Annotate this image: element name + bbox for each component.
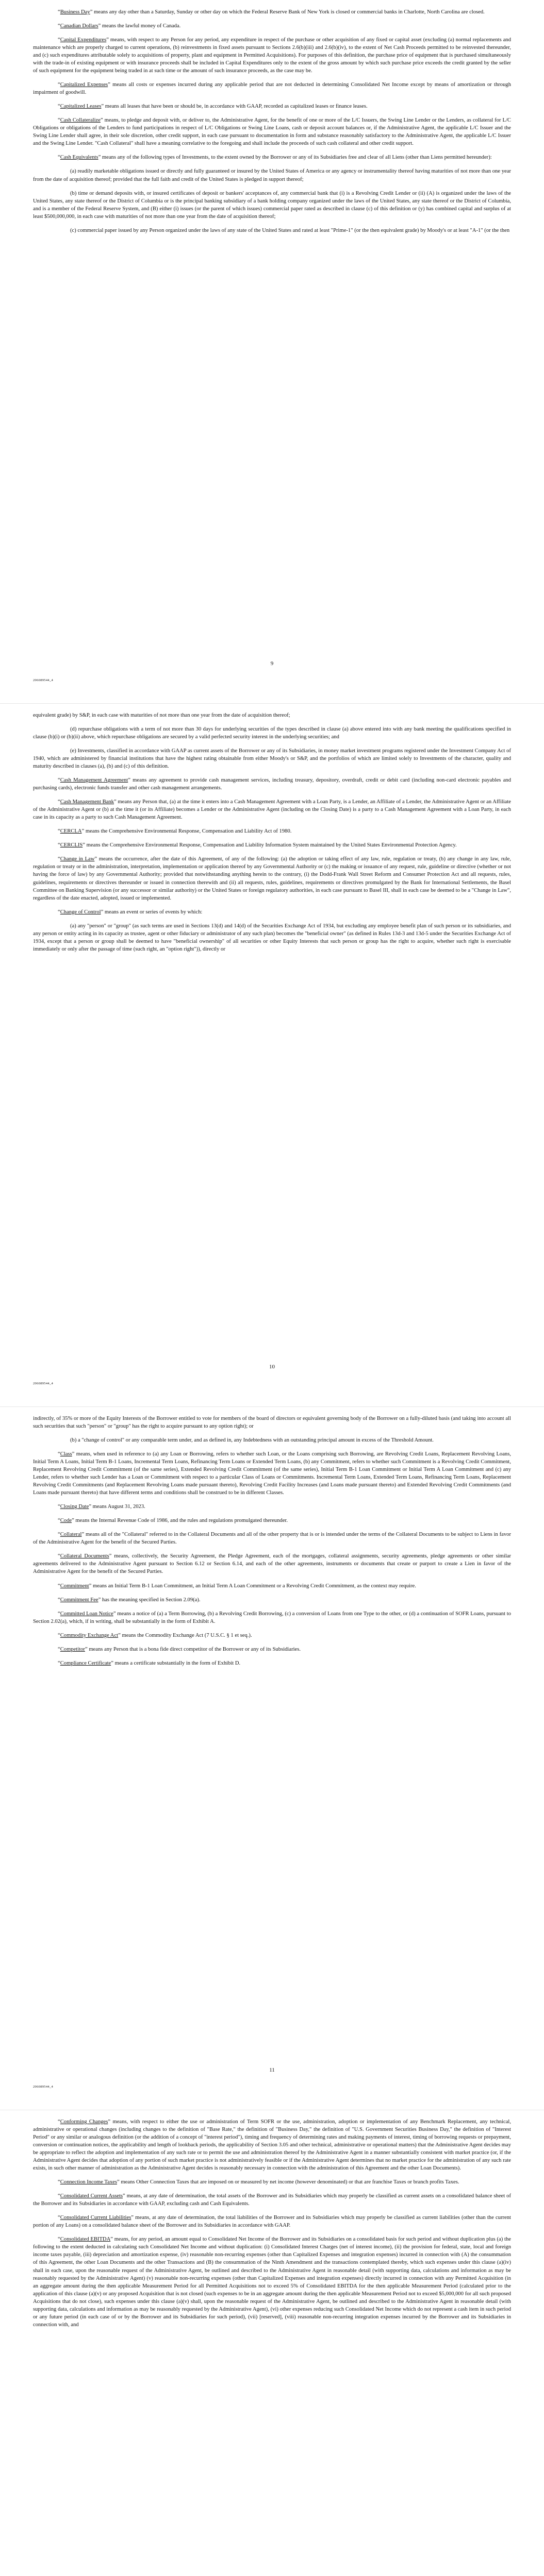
defined-term: Connection Income Taxes <box>60 2179 117 2185</box>
paragraph-text: (c) commercial paper issued by any Person organized under the laws of any state of the United States and rated at least "Prime-1" (or the then equivalent grade) by Moody's or at least "A-1" (or the then <box>70 227 510 233</box>
paragraph-text: means an event or series of events by which: <box>103 909 203 915</box>
defined-term: Competitor <box>60 1646 85 1652</box>
paragraph <box>33 227 511 234</box>
definition-paragraph: “CERCLA” means the Comprehensive Environmental Response, Compensation and Liability Act of 1980. <box>58 828 292 835</box>
paragraph-text: means any of the following types of Investments, to the extent owned by the Borrower or any of its Subsidiaries free and clear of all Liens (other than Liens permitted hereunder): <box>101 155 492 161</box>
paragraph-text: means all costs or expenses incurred during any applicable period that are not deducted in determining Consolidated Net Income except by means of amortization or through impairment of goodwill. <box>33 82 511 96</box>
document-page <box>0 703 544 1406</box>
paragraph-text: (e) Investments, classified in accordance with GAAP as current assets of the Borrower or any of its Subsidiaries, in money market investment programs registered under the Investment Company Act of 1940, which are administered by financial institutions that have the highest rating obtainable from either Moody's or S&P, and the portfolios of which are limited solely to Investments of the character, quality and maturity described in clauses (a), (b) and (c) of this definition. <box>33 748 511 770</box>
defined-term: Capitalized Leases <box>60 104 102 110</box>
paragraph-text: means all of the "Collateral" referred to in the Collateral Documents and all of the other property that is or is intended under the terms of the Collateral Documents to be subject to Liens in favor of the Administrative Agent for the benefit of the Secured Parties. <box>33 1532 511 1546</box>
defined-term: Cash Management Agreement <box>60 777 128 784</box>
defined-term: CERCLA <box>60 828 82 835</box>
paragraph-text: means August 31, 2023. <box>91 1504 145 1510</box>
definition-paragraph: “Competitor” means any Person that is a bona fide direct competitor of the Borrower or any of its Subsidiaries. <box>58 1646 301 1652</box>
definition-paragraph: “Change of Control” means an event or series of events by which: <box>58 909 203 915</box>
paragraph-text: means, to pledge and deposit with, or deliver to, the Administrative Agent, for the benefit of one or more of the L/C Issuers, the Swing Line Lender or the Lenders, as collateral for L/C Obligations or obligations of the Lenders to fund participations in respect of L/C Obligations or Swing Line Loans, cash or deposit account balances or, if the Administrative Agent, the applicable L/C Issuer and the Swing Line Lender shall agree, in their sole discretion, other credit support, in each case pursuant to documentation in form and substance reasonably satisfactory to the Administrative Agent, the applicable L/C Issuer and the Swing Line Lender. "Cash Collateral" shall have a meaning correlative to the foregoing and shall include the proceeds of such cash collateral and other credit support. <box>33 117 511 147</box>
paragraph-text: means the Internal Revenue Code of 1986, and the rules and regulations promulgated thereunder. <box>74 1518 288 1524</box>
defined-term: Cash Management Bank <box>60 799 114 805</box>
defined-term: Canadian Dollars <box>60 23 98 29</box>
defined-term: Change of Control <box>60 909 101 915</box>
paragraph-text: (a) any "person" or "group" (as such terms are used in Sections 13(d) and 14(d) of the Securities Exchange Act of 1934, but excluding any employee benefit plan of such person or its subsidiaries, and any person or entity acting in its capacity as trustee, agent or other fiduciary or administrator of any such plan) becomes the "beneficial owner" (as defined in Rules 13d-3 and 13d-5 under the Securities Exchange Act of 1934, except that a person or group shall be deemed to have "beneficial ownership" of all securities or other Equity Interests that such person or group has the right to acquire, whether such right is exercisable immediately or only after the passage of time (such right, an "option right")), directly or <box>33 923 511 952</box>
defined-term: Consolidated Current Liabilities <box>60 2215 131 2221</box>
paragraph-text: means the Commodity Exchange Act (7 U.S.C. § 1 et seq.). <box>120 1632 252 1638</box>
definition-paragraph: “Commodity Exchange Act” means the Commodity Exchange Act (7 U.S.C. § 1 et seq.). <box>58 1632 252 1638</box>
paragraph <box>33 167 511 183</box>
definition-paragraph: “Consolidated Current Assets” means, at any date of determination, the total assets of the Borrower and its Subsidiaries which may properly be classified as current assets on a consolidated balance sheet of the Borrower and its Subsidiaries in accordance with GAAP, excluding cash and Cash Equivalents. <box>33 2193 511 2207</box>
document-page <box>0 1406 544 2110</box>
paragraph-text: means a certificate substantially in the form of Exhibit D. <box>113 1660 241 1666</box>
definition-paragraph: “Business Day” means any day other than a Saturday, Sunday or other day on which the Federal Reserve Bank of New York is closed or commercial banks in Charlotte, North Carolina are closed. <box>58 9 485 15</box>
defined-term: Code <box>60 1518 72 1524</box>
paragraph-text: has the meaning specified in Section 2.09(a). <box>101 1597 201 1603</box>
definition-paragraph: “Collateral Documents” means, collectively, the Security Agreement, the Pledge Agreement, each of the mortgages, collateral assignments, security agreements, pledge agreements or other similar agreements delivered to the Administrative Agent pursuant to Section 6.12 or Section 6.14, and each of the other agreements, instruments or documents that create or purport to create a Lien in favor of the Administrative Agent for the benefit of the Secured Parties. <box>33 1553 511 1575</box>
paragraph <box>33 1436 511 1444</box>
paragraph-text: indirectly, of 35% or more of the Equity Interests of the Borrower entitled to vote for members of the board of directors or equivalent governing body of the Borrower on a fully-diluted basis (and taking into account all such securities that such "person" or "group" has the right to acquire pursuant to any option right); or <box>33 1416 511 1430</box>
defined-term: Closing Date <box>60 1504 89 1510</box>
paragraph-text: means, at any date of determination, the total liabilities of the Borrower and its Subsidiaries which may properly be classified as current liabilities (other than the current portion of any Loans) on a consolidated balance sheet of the Borrower and its Subsidiaries in accordance with GAAP. <box>33 2215 511 2229</box>
paragraph-text: means the Comprehensive Environmental Response, Compensation and Liability Information System maintained by the United States Environmental Protection Agency. <box>85 842 457 849</box>
defined-term: CERCLIS <box>60 842 83 849</box>
paragraph-text: means the lawful money of Canada. <box>101 23 181 29</box>
paragraph-text: means any Person that, (a) at the time it enters into a Cash Management Agreement with a Loan Party, is a Lender, an Affiliate of a Lender, the Administrative Agent or an Affiliate of the Administrative Agent or (b) at the time it (or its Affiliate) becomes a Lender or the Administrative Agent (including on the Closing Date) is a party to a Cash Management Agreement with a Loan Party, in each case in its capacity as a party to such Cash Management Agreement. <box>33 799 511 821</box>
defined-term: Capitalized Expenses <box>60 82 108 88</box>
paragraph-text: (b) a "change of control" or any comparable term under, and as defined in, any Indebtedness with an outstanding principal amount in excess of the Threshold Amount. <box>70 1437 434 1444</box>
page-separator <box>0 703 544 704</box>
definition-paragraph: “Conforming Changes” means, with respect to either the use or administration of Term SOFR or the use, administration, adoption or implementation of any Benchmark Replacement, any technical, administrative or operational changes (including changes to the definition of "Base Rate," the definition of "Business Day," the definition of "U.S. Government Securities Business Day," the definition of "Interest Period" or any similar or analogous definition (or the addition of a concept of "interest period"), timing and frequency of determining rates and making payments of interest, timing of borrowing requests or prepayment, conversion or continuation notices, the applicability and length of lookback periods, the applicability of Section 3.05 and other technical, administrative or operational matters) that the Administrative Agent decides may be appropriate to reflect the adoption and implementation of any such rate or to permit the use and administration thereof by the Administrative Agent in a manner substantially consistent with market practice (or, if the Administrative Agent decides that adoption of any portion of such market practice is not administratively feasible or if the Administrative Agent determines that no market practice for the administration of any such rate exists, in such other manner of administration as the Administrative Agent decides is reasonably necessary in connection with the administration of this Agreement and the other Loan Documents). <box>33 2119 512 2172</box>
document-page <box>0 2110 544 2576</box>
definition-paragraph: “Cash Management Agreement” means any agreement to provide cash management services, including treasury, depository, overdraft, credit or debit card (including non-card electronic payables and purchasing cards), electronic funds transfer and other cash management arrangements. <box>33 777 511 791</box>
paragraph <box>33 711 511 719</box>
definition-paragraph: “Cash Management Bank” means any Person that, (a) at the time it enters into a Cash Management Agreement with a Loan Party, is a Lender, an Affiliate of a Lender, the Administrative Agent or an Affiliate of the Administrative Agent or (b) at the time it (or its Affiliate) becomes a Lender or the Administrative Agent (including on the Closing Date) is a party to a Cash Management Agreement with a Loan Party, in each case in its capacity as a party to such Cash Management Agreement. <box>33 799 511 821</box>
paragraph-text: means any Person that is a bona fide direct competitor of the Borrower or any of its Subsidiaries. <box>87 1646 301 1652</box>
definition-paragraph: “Commitment” means an Initial Term B-1 Loan Commitment, an Initial Term A Loan Commitment or a Revolving Credit Commitment, as the context may require. <box>58 1583 416 1589</box>
paragraph-text: means, with respect to either the use or administration of Term SOFR or the use, administration, adoption or implementation of any Benchmark Replacement, any technical, administrative or operational changes (including changes to the definition of "Base Rate," the definition of "Business Day," the definition of "U.S. Government Securities Business Day," the definition of "Interest Period" or any similar or analogous definition (or the addition of a concept of "interest period"), timing and frequency of determining rates and making payments of interest, timing of borrowing requests or prepayment, conversion or continuation notices, the applicability and length of lookback periods, the applicability of Section 3.05 and other technical, administrative or operational matters) that the Administrative Agent decides may be appropriate to reflect the adoption and implementation of any such rate or to permit the use and administration thereof by the Administrative Agent in a manner substantially consistent with market practice (or, if the Administrative Agent decides that adoption of any portion of such market practice is not administratively feasible or if the Administrative Agent determines that no market practice for the administration of any such rate exists, in such other manner of administration as the Administrative Agent decides is reasonably necessary in connection with the administration of this Agreement and the other Loan Documents). <box>33 2119 512 2172</box>
definition-paragraph: “Capitalized Expenses” means all costs or expenses incurred during any applicable period that are not deducted in determining Consolidated Net Income except by means of amortization or through impairment of goodwill. <box>33 82 511 96</box>
definition-paragraph: “Consolidated Current Liabilities” means, at any date of determination, the total liabilities of the Borrower and its Subsidiaries which may properly be classified as current liabilities (other than the current portion of any Loans) on a consolidated balance sheet of the Borrower and its Subsidiaries in accordance with GAAP. <box>33 2215 511 2229</box>
definition-paragraph: “Class” means, when used in reference to (a) any Loan or Borrowing, refers to whether such Loan, or the Loans comprising such Borrowing, are Revolving Credit Loans, Replacement Revolving Loans, Initial Term A Loans, Initial Term B-1 Loans, Incremental Term Loans, Refinancing Term Loans or Extended Term Loans, (b) any Commitment, refers to whether such Commitment is a Revolving Credit Commitment, Replacement Revolving Credit Commitment (of the same series), Extended Revolving Credit Commitment (of the same series), Initial Term B-1 Loan Commitment or Initial Term A Loan Commitment and (c) any Lender, refers to whether such Lender has a Loan or Commitment with respect to a particular Class of Loans or Commitments. Incremental Term Loans, Extended Term Loans, Refinancing Term Loans, Replacement Revolving Credit Commitments (and Replacement Revolving Loans made pursuant thereto), Revolving Credit Facility Increases (and Loans made pursuant thereto) and Extended Revolving Credit Commitments (and Loans made pursuant thereto) that have different terms and conditions shall be construed to be in different Classes. <box>33 1451 511 1496</box>
paragraph-text: means, when used in reference to (a) any Loan or Borrowing, refers to whether such Loan, or the Loans comprising such Borrowing, are Revolving Credit Loans, Replacement Revolving Loans, Initial Term A Loans, Initial Term B-1 Loans, Incremental Term Loans, Refinancing Term Loans or Extended Term Loans, (b) any Commitment, refers to whether such Commitment is a Revolving Credit Commitment, Replacement Revolving Credit Commitment (of the same series), Extended Revolving Credit Commitment (of the same series), Initial Term B-1 Loan Commitment or Initial Term A Loan Commitment and (c) any Lender, refers to whether such Lender has a Loan or Commitment with respect to a particular Class of Loans or Commitments. Incremental Term Loans, Extended Term Loans, Refinancing Term Loans, Replacement Revolving Credit Commitments (and Replacement Revolving Loans made pursuant thereto), Revolving Credit Facility Increases (and Loans made pursuant thereto) and Extended Revolving Credit Commitments (and Loans made pursuant thereto) that have different terms and conditions shall be construed to be in different Classes. <box>33 1451 511 1496</box>
paragraph <box>33 1415 511 1430</box>
paragraph-text: means, collectively, the Security Agreement, the Pledge Agreement, each of the mortgages, collateral assignments, security agreements, pledge agreements or other similar agreements delivered to the Administrative Agent pursuant to Section 6.12 or Section 6.14, and each of the other agreements, instruments or documents that create or purport to create a Lien in favor of the Administrative Agent for the benefit of the Secured Parties. <box>33 1553 511 1575</box>
paragraph-text: means an Initial Term B-1 Loan Commitment, an Initial Term A Loan Commitment or a Revolving Credit Commitment, as the context may require. <box>91 1583 416 1589</box>
paragraph-text: means any agreement to provide cash management services, including treasury, depository, overdraft, credit or debit card (including non-card electronic payables and purchasing cards), electronic funds transfer and other cash management arrangements. <box>33 777 511 791</box>
paragraph <box>33 747 511 770</box>
definition-paragraph: “CERCLIS” means the Comprehensive Environmental Response, Compensation and Liability Information System maintained by the United States Environmental Protection Agency. <box>58 842 457 849</box>
defined-term: Business Day <box>60 9 90 15</box>
paragraph-text: means the occurrence, after the date of this Agreement, of any of the following: (a) the adoption or taking effect of any law, rule, regulation or treaty, (b) any change in any law, rule, regulation or treaty or in the administration, interpretation, implementation or application thereof by any Governmental Authority or (c) the making or issuance of any request, rule, guideline or directive (whether or not having the force of law) by any Governmental Authority; provided that notwithstanding anything herein to the contrary, (i) the Dodd-Frank Wall Street Reform and Consumer Protection Act and all requests, rules, guidelines, requirements or directives thereunder or issued in connection therewith and (ii) all requests, rules, guidelines, requirements or directives promulgated by the Bank for International Settlements, the Basel Committee on Banking Supervision (or any successor or similar authority) or the United States or foreign regulatory authorities, in each case pursuant to Basel III, shall in each case be deemed to be a "Change in Law", regardless of the date enacted, adopted, issued or implemented. <box>33 856 511 901</box>
definition-paragraph: “Connection Income Taxes” means Other Connection Taxes that are imposed on or measured by net income (however denominated) or that are franchise Taxes or branch profits Taxes. <box>58 2179 459 2185</box>
definition-paragraph: “Cash Equivalents” means any of the following types of Investments, to the extent owned by the Borrower or any of its Subsidiaries free and clear of all Liens (other than Liens permitted hereunder): <box>58 155 492 161</box>
paragraph-text: means, with respect to any Person for any period, any expenditure in respect of the purchase or other acquisition of any fixed or capital asset (excluding (a) normal replacements and maintenance which are properly charged to current operations, (b) reinvestments in fixed assets pursuant to Sections 2.6(b)(iii) and 2.6(b)(iv), to the extent of Net Cash Proceeds permitted to be reinvested thereunder, and (c) such expenditures attributable solely to acquisitions of property, plant and equipment in Permitted Acquisitions). For purposes of this definition, the purchase price of equipment that is purchased simultaneously with the trade-in of existing equipment or with insurance proceeds shall be included in Capital Expenditures only to the extent of the gross amount by which such purchase price exceeds the credit granted by the seller of such equipment for the equipment being traded in at such time or the amount of such insurance proceeds, as the case may be. <box>33 37 511 74</box>
defined-term: Cash Equivalents <box>60 155 98 161</box>
definition-paragraph: “Commitment Fee” has the meaning specified in Section 2.09(a). <box>58 1597 201 1603</box>
defined-term: Consolidated Current Assets <box>60 2193 123 2199</box>
page-number: 11 <box>269 2067 275 2074</box>
page-separator <box>0 1406 544 1407</box>
definition-paragraph: “Committed Loan Notice” means a notice of (a) a Term Borrowing, (b) a Revolving Credit Borrowing, (c) a conversion of Loans from one Type to the other, or (d) a continuation of SOFR Loans, pursuant to Section 2.02(a), which, if in writing, shall be substantially in the form of Exhibit A. <box>33 1611 511 1624</box>
paragraph-text: means any day other than a Saturday, Sunday or other day on which the Federal Reserve Bank of New York is closed or commercial banks in Charlotte, North Carolina are closed. <box>92 9 485 15</box>
paragraph-text: means the Comprehensive Environmental Response, Compensation and Liability Act of 1980. <box>84 828 292 835</box>
paragraph-text: means all leases that have been or should be, in accordance with GAAP, recorded as capitalized leases or finance leases. <box>104 104 368 110</box>
paragraph-text: (a) readily marketable obligations issued or directly and fully guaranteed or insured by the United States of America or any agency or instrumentality thereof having maturities of not more than one year from the date of acquisition thereof; provided that the full faith and credit of the United States is pledged in support thereof; <box>33 168 511 182</box>
paragraph <box>33 190 511 221</box>
paragraph-text: (d) repurchase obligations with a term of not more than 30 days for underlying securities of the types described in clause (a) above entered into with any bank meeting the qualifications specified in clause (b)(i) or (b)(ii) above, which repurchase obligations are secured by a valid perfected security interest in the underlying securities; and <box>33 726 511 740</box>
defined-term: Compliance Certificate <box>60 1660 111 1666</box>
document-id: 206089544_4 <box>33 678 54 682</box>
definition-paragraph: “Capital Expenditures” means, with respect to any Person for any period, any expenditure in respect of the purchase or other acquisition of any fixed or capital asset (excluding (a) normal replacements and maintenance which are properly charged to current operations, (b) reinvestments in fixed assets pursuant to Sections 2.6(b)(iii) and 2.6(b)(iv), to the extent of Net Cash Proceeds permitted to be reinvested thereunder, and (c) such expenditures attributable solely to acquisitions of property, plant and equipment in Permitted Acquisitions). For purposes of this definition, the purchase price of equipment that is purchased simultaneously with the trade-in of existing equipment or with insurance proceeds shall be included in Capital Expenditures only to the extent of the gross amount by which such purchase price exceeds the credit granted by the seller of such equipment for the equipment being traded in at such time or the amount of such insurance proceeds, as the case may be. <box>33 37 511 74</box>
definition-paragraph: “Collateral” means all of the "Collateral" referred to in the Collateral Documents and all of the other property that is or is intended under the terms of the Collateral Documents to be subject to Liens in favor of the Administrative Agent for the benefit of the Secured Parties. <box>33 1532 511 1546</box>
page-number: 9 <box>270 660 274 667</box>
definition-paragraph: “Compliance Certificate” means a certificate substantially in the form of Exhibit D. <box>58 1660 241 1666</box>
defined-term: Change in Law <box>60 856 95 862</box>
definition-paragraph: “Code” means the Internal Revenue Code of 1986, and the rules and regulations promulgated thereunder. <box>58 1518 288 1524</box>
paragraph-text: means, at any date of determination, the total assets of the Borrower and its Subsidiaries which may properly be classified as current assets on a consolidated balance sheet of the Borrower and its Subsidiaries in accordance with GAAP, excluding cash and Cash Equivalents. <box>33 2193 511 2207</box>
document-id: 206089544_4 <box>33 1381 54 1385</box>
defined-term: Cash Collateralize <box>60 117 101 124</box>
defined-term: Commitment Fee <box>60 1597 98 1603</box>
definition-paragraph: “Canadian Dollars” means the lawful money of Canada. <box>58 23 181 29</box>
definition-paragraph: “Capitalized Leases” means all leases that have been or should be, in accordance with GAAP, recorded as capitalized leases or finance leases. <box>58 104 368 110</box>
document-id: 206089544_4 <box>33 2084 54 2089</box>
paragraph-text: (b) time or demand deposits with, or insured certificates of deposit or bankers' acceptances of, any commercial bank that (i) is a Revolving Credit Lender or (ii) (A) is organized under the laws of the United States, any state thereof or the District of Columbia or is the principal banking subsidiary of a bank holding company organized under the laws of the United States, any state thereof or the District of Columbia, and is a member of the Federal Reserve System, and (B) either (i) issues (or the parent of which issues) commercial paper rated as described in clause (c) of this definition or (y) has combined capital and surplus of at least $500,000,000, in each case with maturities of not more than one year from the date of acquisition thereof; <box>33 190 511 219</box>
defined-term: Collateral Documents <box>60 1553 109 1560</box>
definition-paragraph: “Consolidated EBITDA” means, for any period, an amount equal to Consolidated Net Income of the Borrower and its Subsidiaries on a consolidated basis for such period and without duplication plus (a) the following to the extent deducted in calculating such Consolidated Net Income and without duplication: (i) Consolidated Interest Charges (net of interest income), (ii) the provision for federal, state, local and foreign income taxes payable, (iii) depreciation and amortization expense, (iv) reasonable non-recurring expenses (other than Capitalized Expenses and integration expenses) incurred in connection with (A) the consummation of this Agreement, the other Loan Documents and the other Transactions and (B) the consummation of the Ninth Amendment and the transactions contemplated thereby, which such expenses under this clause (a)(iv) shall in each case, upon the reasonable request of the Administrative Agent, be outlined and described to the Administrative Agent in reasonable detail (with supporting data, calculations and information as may be reasonably requested by the Administrative Agent) (v) reasonable non-recurring expenses (other than Capitalized Expenses and integration expenses) directly incurred in connection with any Permitted Acquisition (in an aggregate amount during the then applicable Measurement Period for all Permitted Acquisitions not to exceed 5% of Consolidated EBITDA for the then applicable Measurement Period (calculated prior to the application of this clause (a)(v) or any proposed Acquisition that is not closed (such expenses to be in an aggregate amount during the then applicable Measurement Period not to exceed $5,000,000 for all such proposed Acquisitions that do not close), such expenses under this clause (a)(v) shall, upon the reasonable request of the Administrative Agent, be outlined and described to the Administrative Agent in reasonable detail (with supporting data, calculations and information as may be reasonably requested by the Administrative Agent), (vi) other expenses reducing such Consolidated Net Income which do not represent a cash item in such period or any future period (in each case of or by the Borrower and its Subsidiaries for such period), (vii) [reserved], (viii) reasonable non-recurring integration expenses incurred by the Borrower and its Subsidiaries in connection with, and <box>33 2236 511 2328</box>
paragraph-text: equivalent grade) by S&P, in each case with maturities of not more than one year from the date of acquisition thereof; <box>33 713 290 718</box>
definition-paragraph: “Closing Date” means August 31, 2023. <box>58 1504 145 1510</box>
page-number: 10 <box>269 1364 275 1370</box>
defined-term: Committed Loan Notice <box>60 1611 113 1617</box>
defined-term: Capital Expenditures <box>60 37 107 43</box>
paragraph-text: means Other Connection Taxes that are imposed on or measured by net income (however denominated) or that are franchise Taxes or branch profits Taxes. <box>119 2179 459 2185</box>
defined-term: Collateral <box>60 1532 82 1538</box>
document-page <box>0 0 544 703</box>
paragraph-text: means a notice of (a) a Term Borrowing, (b) a Revolving Credit Borrowing, (c) a conversion of Loans from one Type to the other, or (d) a continuation of SOFR Loans, pursuant to Section 2.02(a), which, if in writing, shall be substantially in the form of Exhibit A. <box>33 1611 511 1624</box>
defined-term: Commitment <box>60 1583 89 1589</box>
definition-paragraph: “Cash Collateralize” means, to pledge and deposit with, or deliver to, the Administrative Agent, for the benefit of one or more of the L/C Issuers, the Swing Line Lender or the Lenders, as collateral for L/C Obligations or obligations of the Lenders to fund participations in respect of L/C Obligations or Swing Line Loans, cash or deposit account balances or, if the Administrative Agent, the applicable L/C Issuer and the Swing Line Lender shall agree, in their sole discretion, other credit support, in each case pursuant to documentation in form and substance reasonably satisfactory to the Administrative Agent, the applicable L/C Issuer and the Swing Line Lender. "Cash Collateral" shall have a meaning correlative to the foregoing and shall include the proceeds of such cash collateral and other credit support. <box>33 117 511 147</box>
defined-term: Commodity Exchange Act <box>60 1632 119 1638</box>
definition-paragraph: “Change in Law” means the occurrence, after the date of this Agreement, of any of the following: (a) the adoption or taking effect of any law, rule, regulation or treaty, (b) any change in any law, rule, regulation or treaty or in the administration, interpretation, implementation or application thereof by any Governmental Authority or (c) the making or issuance of any request, rule, guideline or directive (whether or not having the force of law) by any Governmental Authority; provided that notwithstanding anything herein to the contrary, (i) the Dodd-Frank Wall Street Reform and Consumer Protection Act and all requests, rules, guidelines, requirements or directives thereunder or issued in connection therewith and (ii) all requests, rules, guidelines, requirements or directives promulgated by the Bank for International Settlements, the Basel Committee on Banking Supervision (or any successor or similar authority) or the United States or foreign regulatory authorities, in each case pursuant to Basel III, shall in each case be deemed to be a "Change in Law", regardless of the date enacted, adopted, issued or implemented. <box>33 856 511 901</box>
paragraph-text: means, for any period, an amount equal to Consolidated Net Income of the Borrower and its Subsidiaries on a consolidated basis for such period and without duplication plus (a) the following to the extent deducted in calculating such Consolidated Net Income and without duplication: (i) Consolidated Interest Charges (net of interest income), (ii) the provision for federal, state, local and foreign income taxes payable, (iii) depreciation and amortization expense, (iv) reasonable non-recurring expenses (other than Capitalized Expenses and integration expenses) incurred in connection with (A) the consummation of this Agreement, the other Loan Documents and the other Transactions and (B) the consummation of the Ninth Amendment and the transactions contemplated thereby, which such expenses under this clause (a)(iv) shall in each case, upon the reasonable request of the Administrative Agent, be outlined and described to the Administrative Agent in reasonable detail (with supporting data, calculations and information as may be reasonably requested by the Administrative Agent) (v) reasonable non-recurring expenses (other than Capitalized Expenses and integration expenses) directly incurred in connection with any Permitted Acquisition (in an aggregate amount during the then applicable Measurement Period for all Permitted Acquisitions not to exceed 5% of Consolidated EBITDA for the then applicable Measurement Period (calculated prior to the application of this clause (a)(v) or any proposed Acquisition that is not closed (such expenses to be in an aggregate amount during the then applicable Measurement Period not to exceed $5,000,000 for all such proposed Acquisitions that do not close), such expenses under this clause (a)(v) shall, upon the reasonable request of the Administrative Agent, be outlined and described to the Administrative Agent in reasonable detail (with supporting data, calculations and information as may be reasonably requested by the Administrative Agent), (vi) other expenses reducing such Consolidated Net Income which do not represent a cash item in such period or any future period (in each case of or by the Borrower and its Subsidiaries for such period), (vii) [reserved], (viii) reasonable non-recurring integration expenses incurred by the Borrower and its Subsidiaries in connection with, and <box>33 2236 511 2328</box>
defined-term: Consolidated EBITDA <box>60 2236 111 2243</box>
paragraph <box>33 725 511 741</box>
defined-term: Conforming Changes <box>60 2119 108 2125</box>
paragraph <box>33 922 511 953</box>
defined-term: Class <box>60 1451 72 1458</box>
